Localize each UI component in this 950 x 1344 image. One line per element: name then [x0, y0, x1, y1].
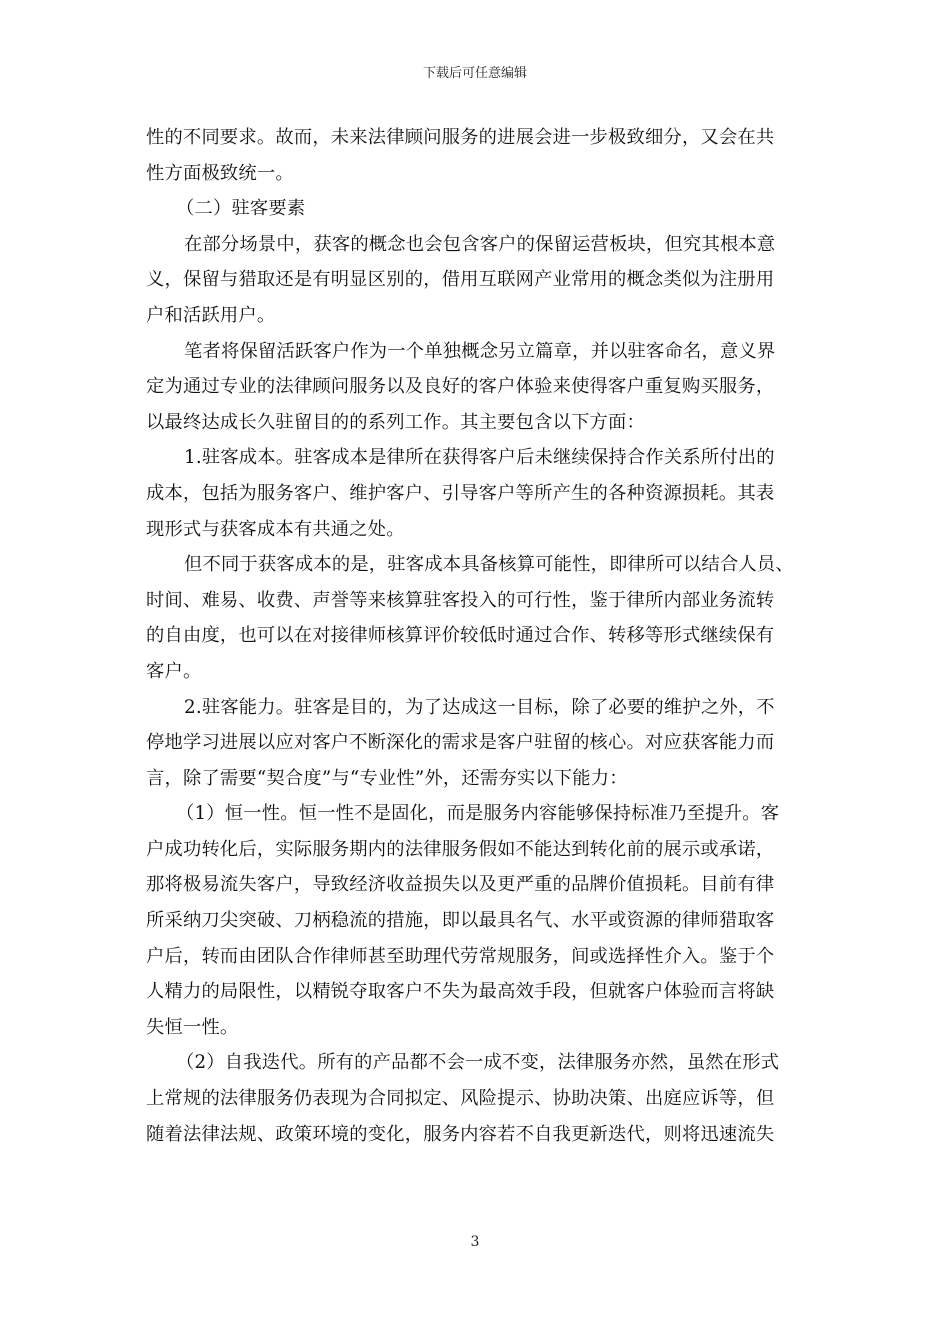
document-body	[146, 120, 808, 1152]
text-line: 定为通过专业的法律顾问服务以及良好的客户体验来使得客户重复购买服务，	[146, 376, 775, 398]
text-line: 随着法律法规、政策环境的变化，服务内容若不自我更新迭代，则将迅速流失	[146, 1123, 775, 1145]
section-heading	[146, 191, 808, 227]
page-header: 下载后可任意编辑	[422, 66, 527, 81]
text-line: 但不同于获客成本的是，驻客成本具备核算可能性，即律所可以结合人员、	[184, 554, 794, 576]
text-line: 2.驻客能力。驻客是目的，为了达成这一目标，除了必要的维护之外，不	[184, 696, 775, 718]
text-line: （1）恒一性。恒一性不是固化，而是服务内容能够保持标准乃至提升。客	[176, 803, 780, 825]
text-line: 户和活跃用户。	[146, 304, 276, 326]
text-line: 笔者将保留活跃客户作为一个单独概念另立篇章，并以驻客命名，意义界	[184, 340, 776, 362]
text-line: 言，除了需要“契合度”与“专业性”外，还需夯实以下能力：	[146, 767, 628, 789]
text-line: 以最终达成长久驻留目的的系列工作。其主要包含以下方面：	[146, 411, 645, 433]
text-line: 那将极易流失客户，导致经济收益损失以及更严重的品牌价值损耗。目前有律	[146, 874, 775, 896]
paragraph	[146, 1045, 808, 1152]
text-line: 1.驻客成本。驻客成本是律所在获得客户后未继续保持合作关系所付出的	[184, 447, 775, 469]
text-line: 性方面极致统一。	[146, 162, 294, 184]
text-line: 性的不同要求。故而，未来法律顾问服务的进展会进一步极致细分，又会在共	[146, 127, 775, 148]
text-line: （二）驻客要素	[176, 198, 306, 220]
paragraph	[146, 227, 808, 334]
text-line: 时间、难易、收费、声誉等来核算驻客投入的可行性，鉴于律所内部业务流转	[146, 589, 775, 611]
text-line: 现形式与获客成本有共通之处。	[146, 518, 405, 540]
text-line: 客户。	[146, 660, 202, 682]
text-line: 失恒一性。	[146, 1016, 239, 1038]
paragraph	[146, 334, 808, 441]
text-line: 所采纳刀尖突破、刀柄稳流的措施，即以最具名气、水平或资源的律师猎取客	[146, 910, 775, 932]
text-line: 的自由度，也可以在对接律师核算评价较低时通过合作、转移等形式继续保有	[146, 625, 775, 647]
text-line: 停地学习进展以应对客户不断深化的需求是客户驻留的核心。对应获客能力而	[146, 732, 775, 754]
paragraph	[146, 547, 808, 689]
text-line: 户后，转而由团队合作律师甚至助理代劳常规服务，间或选择性介入。鉴于个	[146, 945, 775, 967]
text-line: 户成功转化后，实际服务期内的法律服务假如不能达到转化前的展示或承诺，	[146, 838, 775, 860]
text-line: 人精力的局限性，以精锐夺取客户不失为最高效手段，但就客户体验而言将缺	[146, 981, 775, 1003]
paragraph	[146, 120, 808, 191]
text-line: 义，保留与猎取还是有明显区别的，借用互联网产业常用的概念类似为注册用	[146, 269, 775, 291]
page-number: 3	[470, 1234, 480, 1250]
text-line: 上常规的法律服务仍表现为合同拟定、风险提示、协助决策、出庭应诉等，但	[146, 1088, 775, 1110]
text-line: 在部分场景中，获客的概念也会包含客户的保留运营板块，但究其根本意	[184, 233, 776, 255]
paragraph	[146, 690, 808, 797]
text-line: 成本，包括为服务客户、维护客户、引导客户等所产生的各种资源损耗。其表	[146, 482, 775, 504]
paragraph	[146, 796, 808, 1045]
text-line: （2）自我迭代。所有的产品都不会一成不变，法律服务亦然，虽然在形式	[176, 1052, 780, 1074]
paragraph	[146, 440, 808, 547]
